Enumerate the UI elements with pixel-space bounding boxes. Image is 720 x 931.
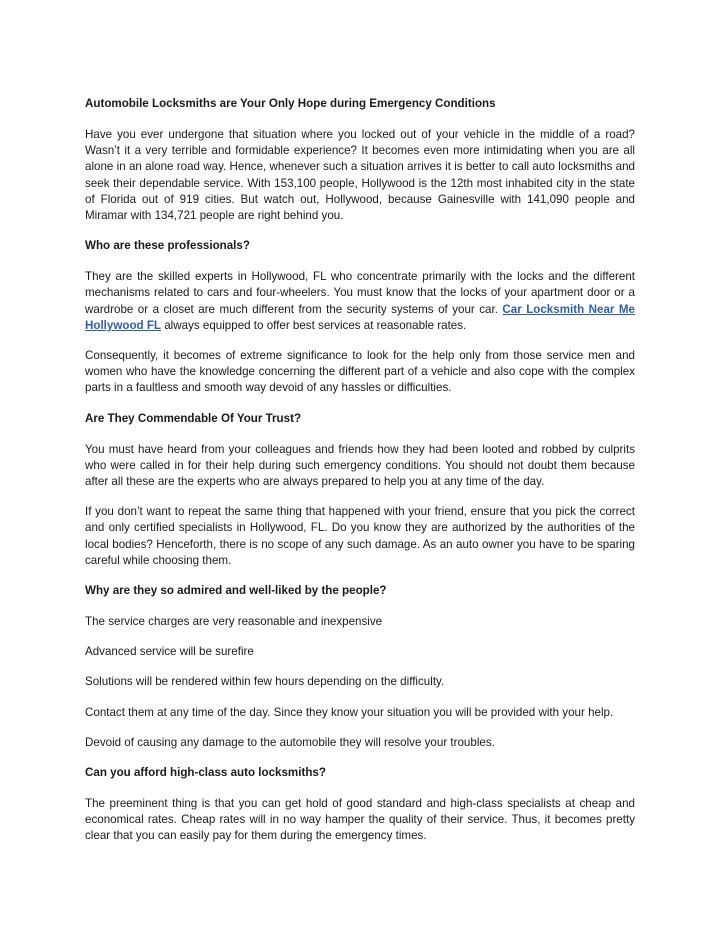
paragraph-professionals (85, 269, 635, 334)
list-item: Contact them at any time of the day. Since they know your situation you will be provided with your help. (85, 705, 614, 719)
paragraph-intro: Have you ever undergone that situation where you locked out of your vehicle in the middle of a road? Wasn’t it a very terrible and formidable experience? It becomes even more intimidating when you are all alone in an alone road way. Hence, whenever such a situation arrives it is better to call auto locksmiths and seek their dependable service. With 153,100 people, Hollywood is the 12th most inhabited city in the state of Florida out of 919 cities. But watch out, Hollywood, because Gainesville with 141,090 people and Miramar with 134,721 people are right behind you. (85, 128, 635, 223)
heading-why-admired: Why are they so admired and well-liked by the people? (85, 584, 387, 598)
paragraph-professionals-text-before: They are the skilled experts in Hollywood, FL who concentrate primarily with the locks and the different mechanisms related to cars and four-wheelers. You must know that the locks of your apartment door or a wardrobe or a closet are much different from the security systems of your car. (85, 270, 635, 316)
list-item: Devoid of causing any damage to the automobile they will resolve your troubles. (85, 735, 495, 749)
paragraph-certified-specialists: If you don’t want to repeat the same thing that happened with your friend, ensure that you pick the correct and only certified specialists in Hollywood, FL. Do you know they are authorized by the authorities of the local bodies? Henceforth, there is no scope of any such damage. As an auto owner you have to be sparing careful while choosing them. (85, 505, 635, 567)
heading-who-are-professionals: Who are these professionals? (85, 239, 250, 253)
heading-commendable-trust: Are They Commendable Of Your Trust? (85, 411, 302, 425)
document-page (85, 96, 635, 859)
list-item: The service charges are very reasonable and inexpensive (85, 615, 383, 629)
car-locksmith-link[interactable]: Car Locksmith Near Me Hollywood FL (85, 302, 635, 332)
heading-automobile-locksmiths: Automobile Locksmiths are Your Only Hope during Emergency Conditions (85, 97, 496, 110)
paragraph-consequently: Consequently, it becomes of extreme significance to look for the help only from those service men and women who have the knowledge concerning the different part of a vehicle and also cope with the complex parts in a faultless and smooth way devoid of any hassles or difficulties. (85, 349, 635, 395)
paragraph-preeminent: The preeminent thing is that you can get hold of good standard and high-class specialists at cheap and economical rates. Cheap rates will in no way hamper the quality of their service. Thus, it becomes pretty clear that you can easily pay for them during the emergency times. (85, 797, 635, 843)
paragraph-colleagues: You must have heard from your colleagues and friends how they had been looted and robbed by culprits who were called in for their help during such emergency conditions. You should not doubt them because after all these are the experts who are always prepared to help you at any time of the day. (85, 442, 635, 489)
heading-afford-locksmiths: Can you afford high-class auto locksmiths? (85, 766, 326, 780)
list-item: Advanced service will be surefire (85, 645, 254, 659)
list-item: Solutions will be rendered within few hours depending on the difficulty. (85, 675, 445, 689)
paragraph-professionals-text-after: always equipped to offer best services at reasonable rates. (161, 318, 467, 332)
